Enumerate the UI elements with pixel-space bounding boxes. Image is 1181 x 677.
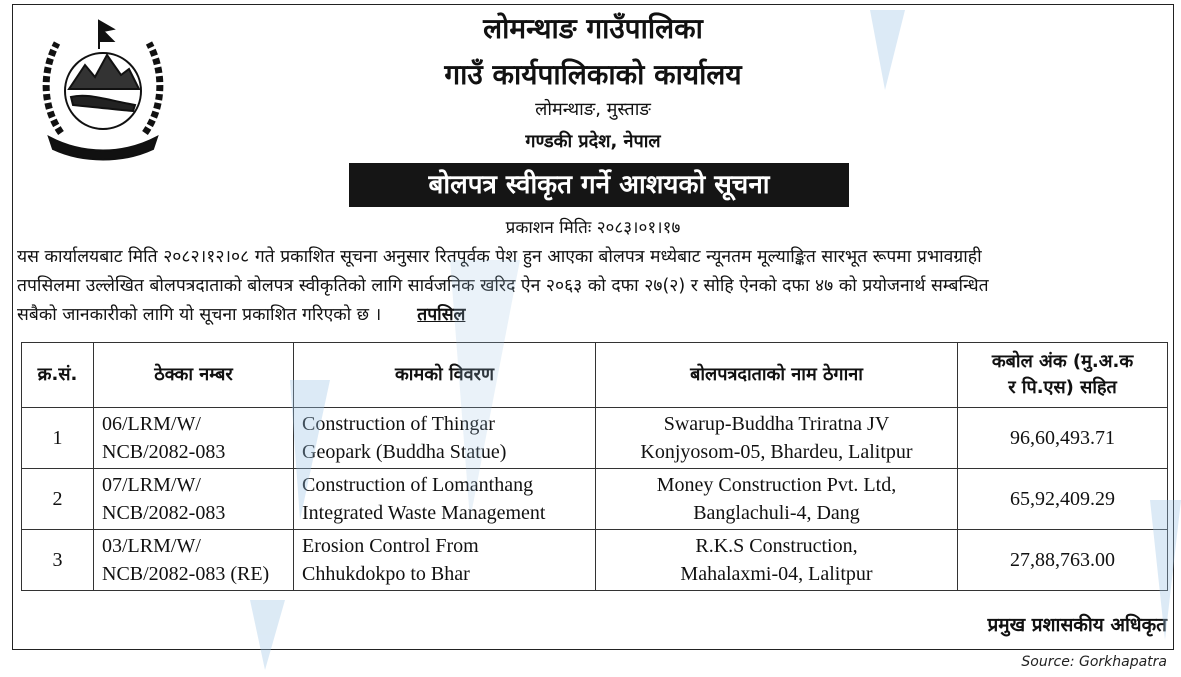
row-sn: 2 [22,469,94,530]
header-work-description: कामको विवरण [294,343,596,408]
publication-date: प्रकाशन मितिः २०८३।०१।१७ [505,218,681,238]
work-line-1: Construction of Thingar [302,413,495,435]
municipality-name: लोमन्थाङ गाउँपालिका [483,12,703,45]
header-amount-line-1: कबोल अंक (मु.अ.क [991,351,1134,372]
contract-line-1: 03/LRM/W/ [102,535,201,557]
contract-line-1: 06/LRM/W/ [102,413,201,435]
work-line-2: Chhukdokpo to Bhar [302,563,470,585]
notice-body [17,243,1169,330]
row-amount: 96,60,493.71 [958,408,1168,469]
header-sn: क्र.सं. [22,343,94,408]
work-line-1: Erosion Control From [302,535,479,557]
row-work-description [294,469,596,530]
notice-title: बोलपत्र स्वीकृत गर्ने आशयको सूचना [349,163,849,207]
office-name: गाउँ कार्यपालिकाको कार्यालय [444,58,742,91]
notice-document [12,4,1174,650]
table-row [22,408,1168,469]
contract-line-1: 07/LRM/W/ [102,474,201,496]
bidder-line-2: Mahalaxmi-04, Lalitpur [680,563,873,585]
header-amount-line-2: र पि.एस) सहित [1008,377,1117,398]
award-table [21,342,1168,591]
body-line-1: यस कार्यालयबाट मिति २०८२।१२।०८ गते प्रकाशित सूचना अनुसार रितपूर्वक पेश हुन आएका बोलपत्र मध्येबाट न्यूनतम मूल्याङ्कित सारभूत रूपमा प्रभावग्राही [17,247,982,267]
contract-line-2: NCB/2082-083 [102,441,226,463]
work-line-2: Integrated Waste Management [302,502,546,524]
source-credit: Source: Gorkhapatra [1021,654,1167,670]
row-contract-number [94,408,294,469]
bidder-line-1: Swarup-Buddha Triratna JV [663,413,890,435]
signature-title: प्रमुख प्रशासकीय अधिकृत [987,614,1167,636]
table-header-row [22,343,1168,408]
bidder-line-2: Banglachuli-4, Dang [693,502,860,524]
contract-line-2: NCB/2082-083 (RE) [102,563,270,585]
table-row [22,469,1168,530]
header-bidder: बोलपत्रदाताको नाम ठेगाना [596,343,958,408]
work-line-1: Construction of Lomanthang [302,474,534,496]
row-work-description [294,530,596,591]
row-bidder [596,530,958,591]
table-row [22,530,1168,591]
row-contract-number [94,530,294,591]
body-line-3 [17,301,1169,330]
header-contract-number: ठेक्का नम्बर [94,343,294,408]
row-contract-number [94,469,294,530]
row-bidder [596,408,958,469]
office-address: लोमन्थाङ, मुस्ताङ [535,99,651,120]
bidder-line-1: R.K.S Construction, [695,535,858,557]
row-amount: 65,92,409.29 [958,469,1168,530]
row-amount: 27,88,763.00 [958,530,1168,591]
contract-line-2: NCB/2082-083 [102,502,226,524]
work-line-2: Geopark (Buddha Statue) [302,441,507,463]
row-bidder [596,469,958,530]
row-sn: 1 [22,408,94,469]
header-amount [958,343,1168,408]
row-work-description [294,408,596,469]
body-line-3-text: सबैको जानकारीको लागि यो सूचना प्रकाशित गरिएको छ । [17,305,382,325]
tapasil-heading: तपसिल [417,305,466,325]
row-sn: 3 [22,530,94,591]
province-name: गण्डकी प्रदेश, नेपाल [525,131,661,152]
body-line-2: तपसिलमा उल्लेखित बोलपत्रदाताको बोलपत्र स्वीकृतिको लागि सार्वजनिक खरिद ऐन २०६३ को दफा २७(२) र सोहि ऐनको दफा ४७ को प्रयोजनार्थ सम्बन्धित [17,276,989,296]
bidder-line-2: Konjyosom-05, Bhardeu, Lalitpur [640,441,913,463]
bidder-line-1: Money Construction Pvt. Ltd, [656,474,897,496]
